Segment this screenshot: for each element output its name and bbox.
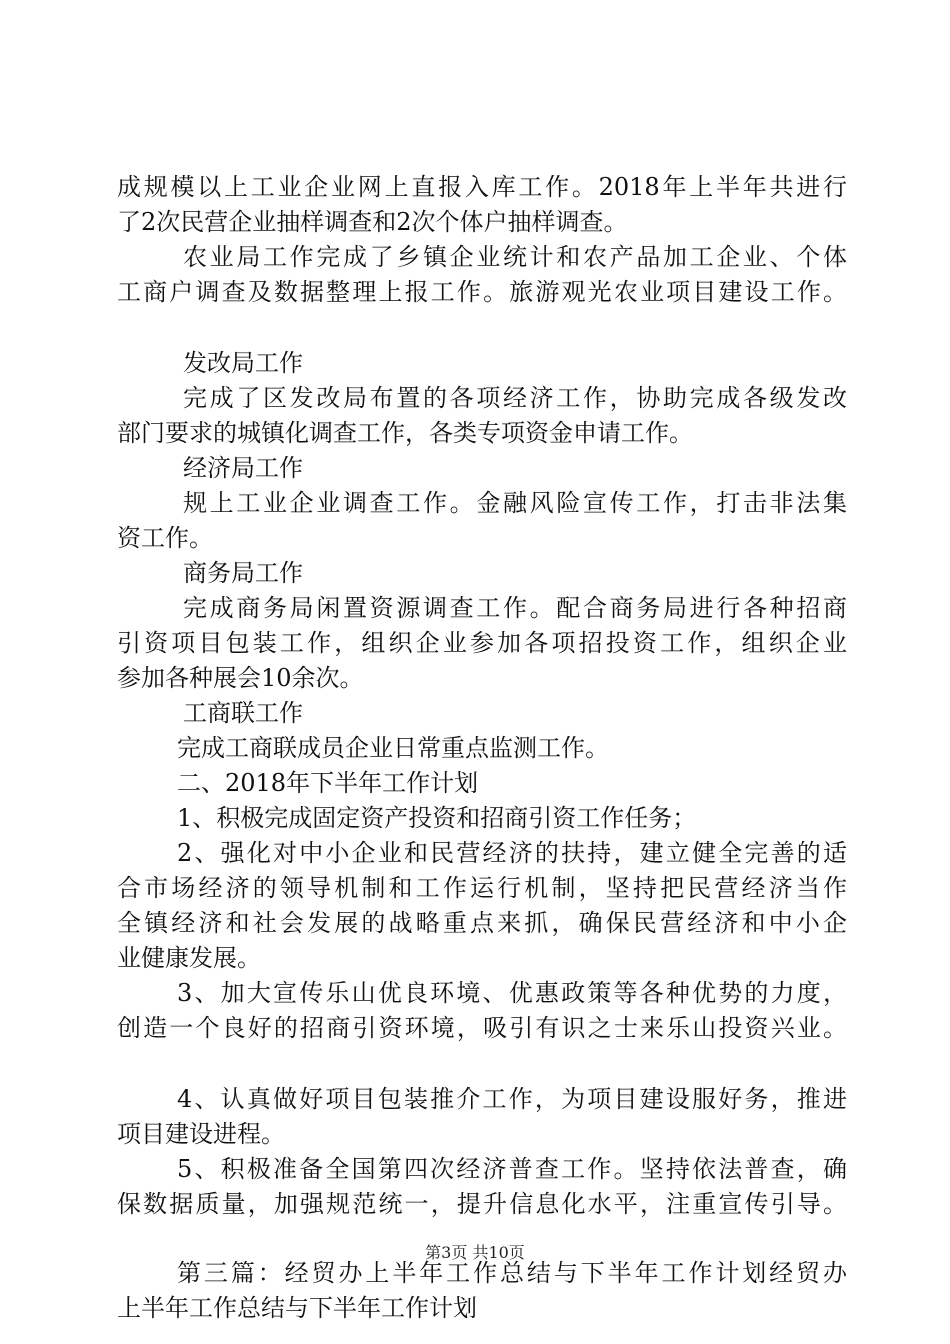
section-heading: 经济局工作 [183,454,303,482]
text-line: 完成工商联成员企业日常重点监测工作。 [177,734,609,762]
list-item: 2、强化对中小企业和民营经济的扶持，建立健全完善的适 [177,839,847,867]
text-line: 完成商务局闲置资源调查工作。配合商务局进行各种招商 [183,594,847,622]
text-line: 全镇经济和社会发展的战略重点来抓，确保民营经济和中小企 [117,909,847,937]
text-line: 创造一个良好的招商引资环境，吸引有识之士来乐山投资兴业。 [117,1014,847,1042]
chapter-title-continued: 上半年工作总结与下半年工作计划 [117,1294,477,1322]
text-line: 项目建设进程。 [117,1120,285,1148]
section-heading: 二、2018年下半年工作计划 [177,769,479,797]
section-heading: 工商联工作 [183,699,303,727]
text-line: 完成了区发改局布置的各项经济工作，协助完成各级发改 [183,384,847,412]
list-item: 1、积极完成固定资产投资和招商引资工作任务； [177,804,697,832]
document-body [117,170,847,1326]
paragraph-gap [117,310,847,346]
chapter-title: 第三篇：经贸办上半年工作总结与下半年工作计划经贸办 [177,1259,847,1287]
section-heading: 发改局工作 [183,349,303,377]
text-line: 工商户调查及数据整理上报工作。旅游观光农业项目建设工作。 [117,278,847,306]
text-line: 农业局工作完成了乡镇企业统计和农产品加工企业、个体 [183,243,847,271]
text-line: 了2次民营企业抽样调查和2次个体户抽样调查。 [117,208,628,236]
text-line: 参加各种展会10余次。 [117,664,364,692]
list-item: 4、认真做好项目包装推介工作，为项目建设服好务，推进 [177,1085,847,1113]
page-number-footer: 第3页 共10页 [425,1243,525,1262]
paragraph-gap [117,1046,847,1082]
text-line: 合市场经济的领导机制和工作运行机制，坚持把民营经济当作 [117,874,847,902]
text-line: 成规模以上工业企业网上直报入库工作。2018年上半年共进行 [117,173,847,201]
text-line: 规上工业企业调查工作。金融风险宣传工作，打击非法集 [183,489,847,517]
text-line: 资工作。 [117,524,213,552]
text-line: 部门要求的城镇化调查工作，各类专项资金申请工作。 [117,419,693,447]
section-heading: 商务局工作 [183,559,303,587]
list-item: 5、积极准备全国第四次经济普查工作。坚持依法普查，确 [177,1155,847,1183]
text-line: 保数据质量，加强规范统一，提升信息化水平，注重宣传引导。 [117,1190,847,1218]
list-item: 3、加大宣传乐山优良环境、优惠政策等各种优势的力度， [177,979,847,1007]
text-line: 业健康发展。 [117,944,261,972]
text-line: 引资项目包装工作，组织企业参加各项招投资工作，组织企业 [117,629,847,657]
